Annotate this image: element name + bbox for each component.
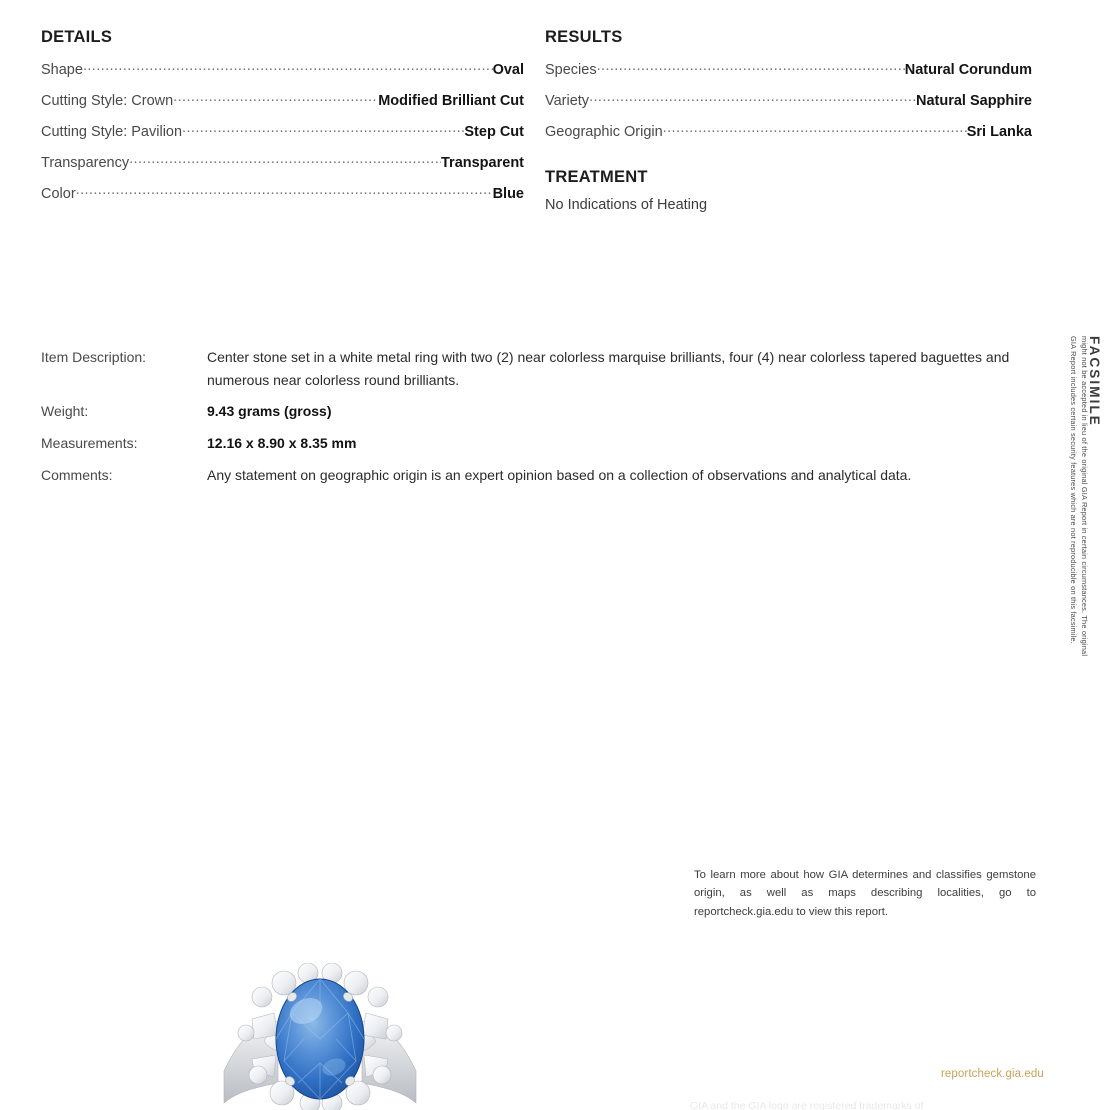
treatment-text: No Indications of Heating [545, 197, 708, 214]
clipped-footer-text: GIA and the GIA logo are registered trademarks of [690, 1101, 924, 1110]
description-value: 12.16 x 8.90 x 8.35 mm [207, 435, 357, 452]
spec-row [545, 121, 1032, 139]
spec-value: Blue [492, 185, 524, 202]
facsimile-notice [1056, 336, 1106, 766]
spec-value: Sri Lanka [966, 123, 1032, 140]
spec-label: Shape [41, 61, 83, 78]
spec-value: Natural Corundum [904, 61, 1032, 78]
leader-dots [76, 183, 493, 198]
spec-label: Variety [545, 92, 590, 109]
spec-row [41, 59, 524, 77]
description-term: Comments: [41, 466, 113, 483]
spec-value: Natural Sapphire [915, 92, 1032, 109]
description-term: Weight: [41, 403, 89, 420]
spec-value: Modified Brilliant Cut [378, 92, 524, 109]
details-heading: DETAILS [41, 28, 113, 46]
facsimile-note-line-2: GIA Report includes certain security features which are not reproducible on this facsimile. [1069, 336, 1078, 645]
spec-label: Color [41, 185, 76, 202]
results-section [545, 28, 1032, 215]
spec-label: Cutting Style: Pavilion [41, 123, 183, 140]
leader-dots [83, 59, 493, 74]
spec-label: Species [545, 61, 597, 78]
reportcheck-link[interactable]: reportcheck.gia.edu [941, 1068, 1044, 1080]
results-heading: RESULTS [545, 28, 623, 46]
leader-dots [182, 121, 464, 136]
description-row [41, 346, 1036, 391]
ring-photograph [222, 963, 418, 1110]
description-value: Any statement on geographic origin is an expert opinion based on a collection of observations and analytical data. [207, 466, 912, 483]
facsimile-note-line-1: might not be accepted in lieu of the original GIA Report in certain circumstances. The original [1080, 336, 1089, 657]
treatment-heading: TREATMENT [545, 168, 648, 187]
spec-row [545, 59, 1032, 77]
spec-label: Cutting Style: Crown [41, 92, 174, 109]
description-row [41, 464, 1036, 487]
spec-row [41, 152, 524, 170]
description-value: Center stone set in a white metal ring with two (2) near colorless marquise brilliants, four (4) near colorless tapered baguettes and numerous near colorless round brilliants. [207, 349, 1010, 388]
leader-dots [129, 152, 441, 167]
treatment-section [545, 168, 1032, 215]
description-term: Item Description: [41, 349, 147, 365]
ring-image-svg [222, 963, 418, 1110]
leader-dots [173, 90, 378, 105]
description-value: 9.43 grams (gross) [207, 403, 332, 420]
spec-row [41, 183, 524, 201]
item-description-block [41, 346, 1036, 486]
spec-row [41, 90, 524, 108]
facsimile-title: FACSIMILE [1087, 336, 1102, 427]
spec-row [545, 90, 1032, 108]
description-term: Measurements: [41, 435, 138, 452]
description-row [41, 400, 1036, 423]
leader-dots [663, 121, 967, 136]
spec-value: Step Cut [464, 123, 524, 140]
spec-value: Transparent [441, 154, 524, 171]
leader-dots [589, 90, 916, 105]
description-row [41, 432, 1036, 455]
spec-value: Oval [492, 61, 524, 78]
spec-label: Geographic Origin [545, 123, 663, 140]
spec-row [41, 121, 524, 139]
leader-dots [597, 59, 905, 74]
details-section [41, 28, 524, 214]
learn-more-note: To learn more about how GIA determines and classifies gemstone origin, as well as maps describing localities, go to reportcheck.gia.edu to view this report. [694, 869, 1036, 918]
spec-label: Transparency [41, 154, 130, 171]
